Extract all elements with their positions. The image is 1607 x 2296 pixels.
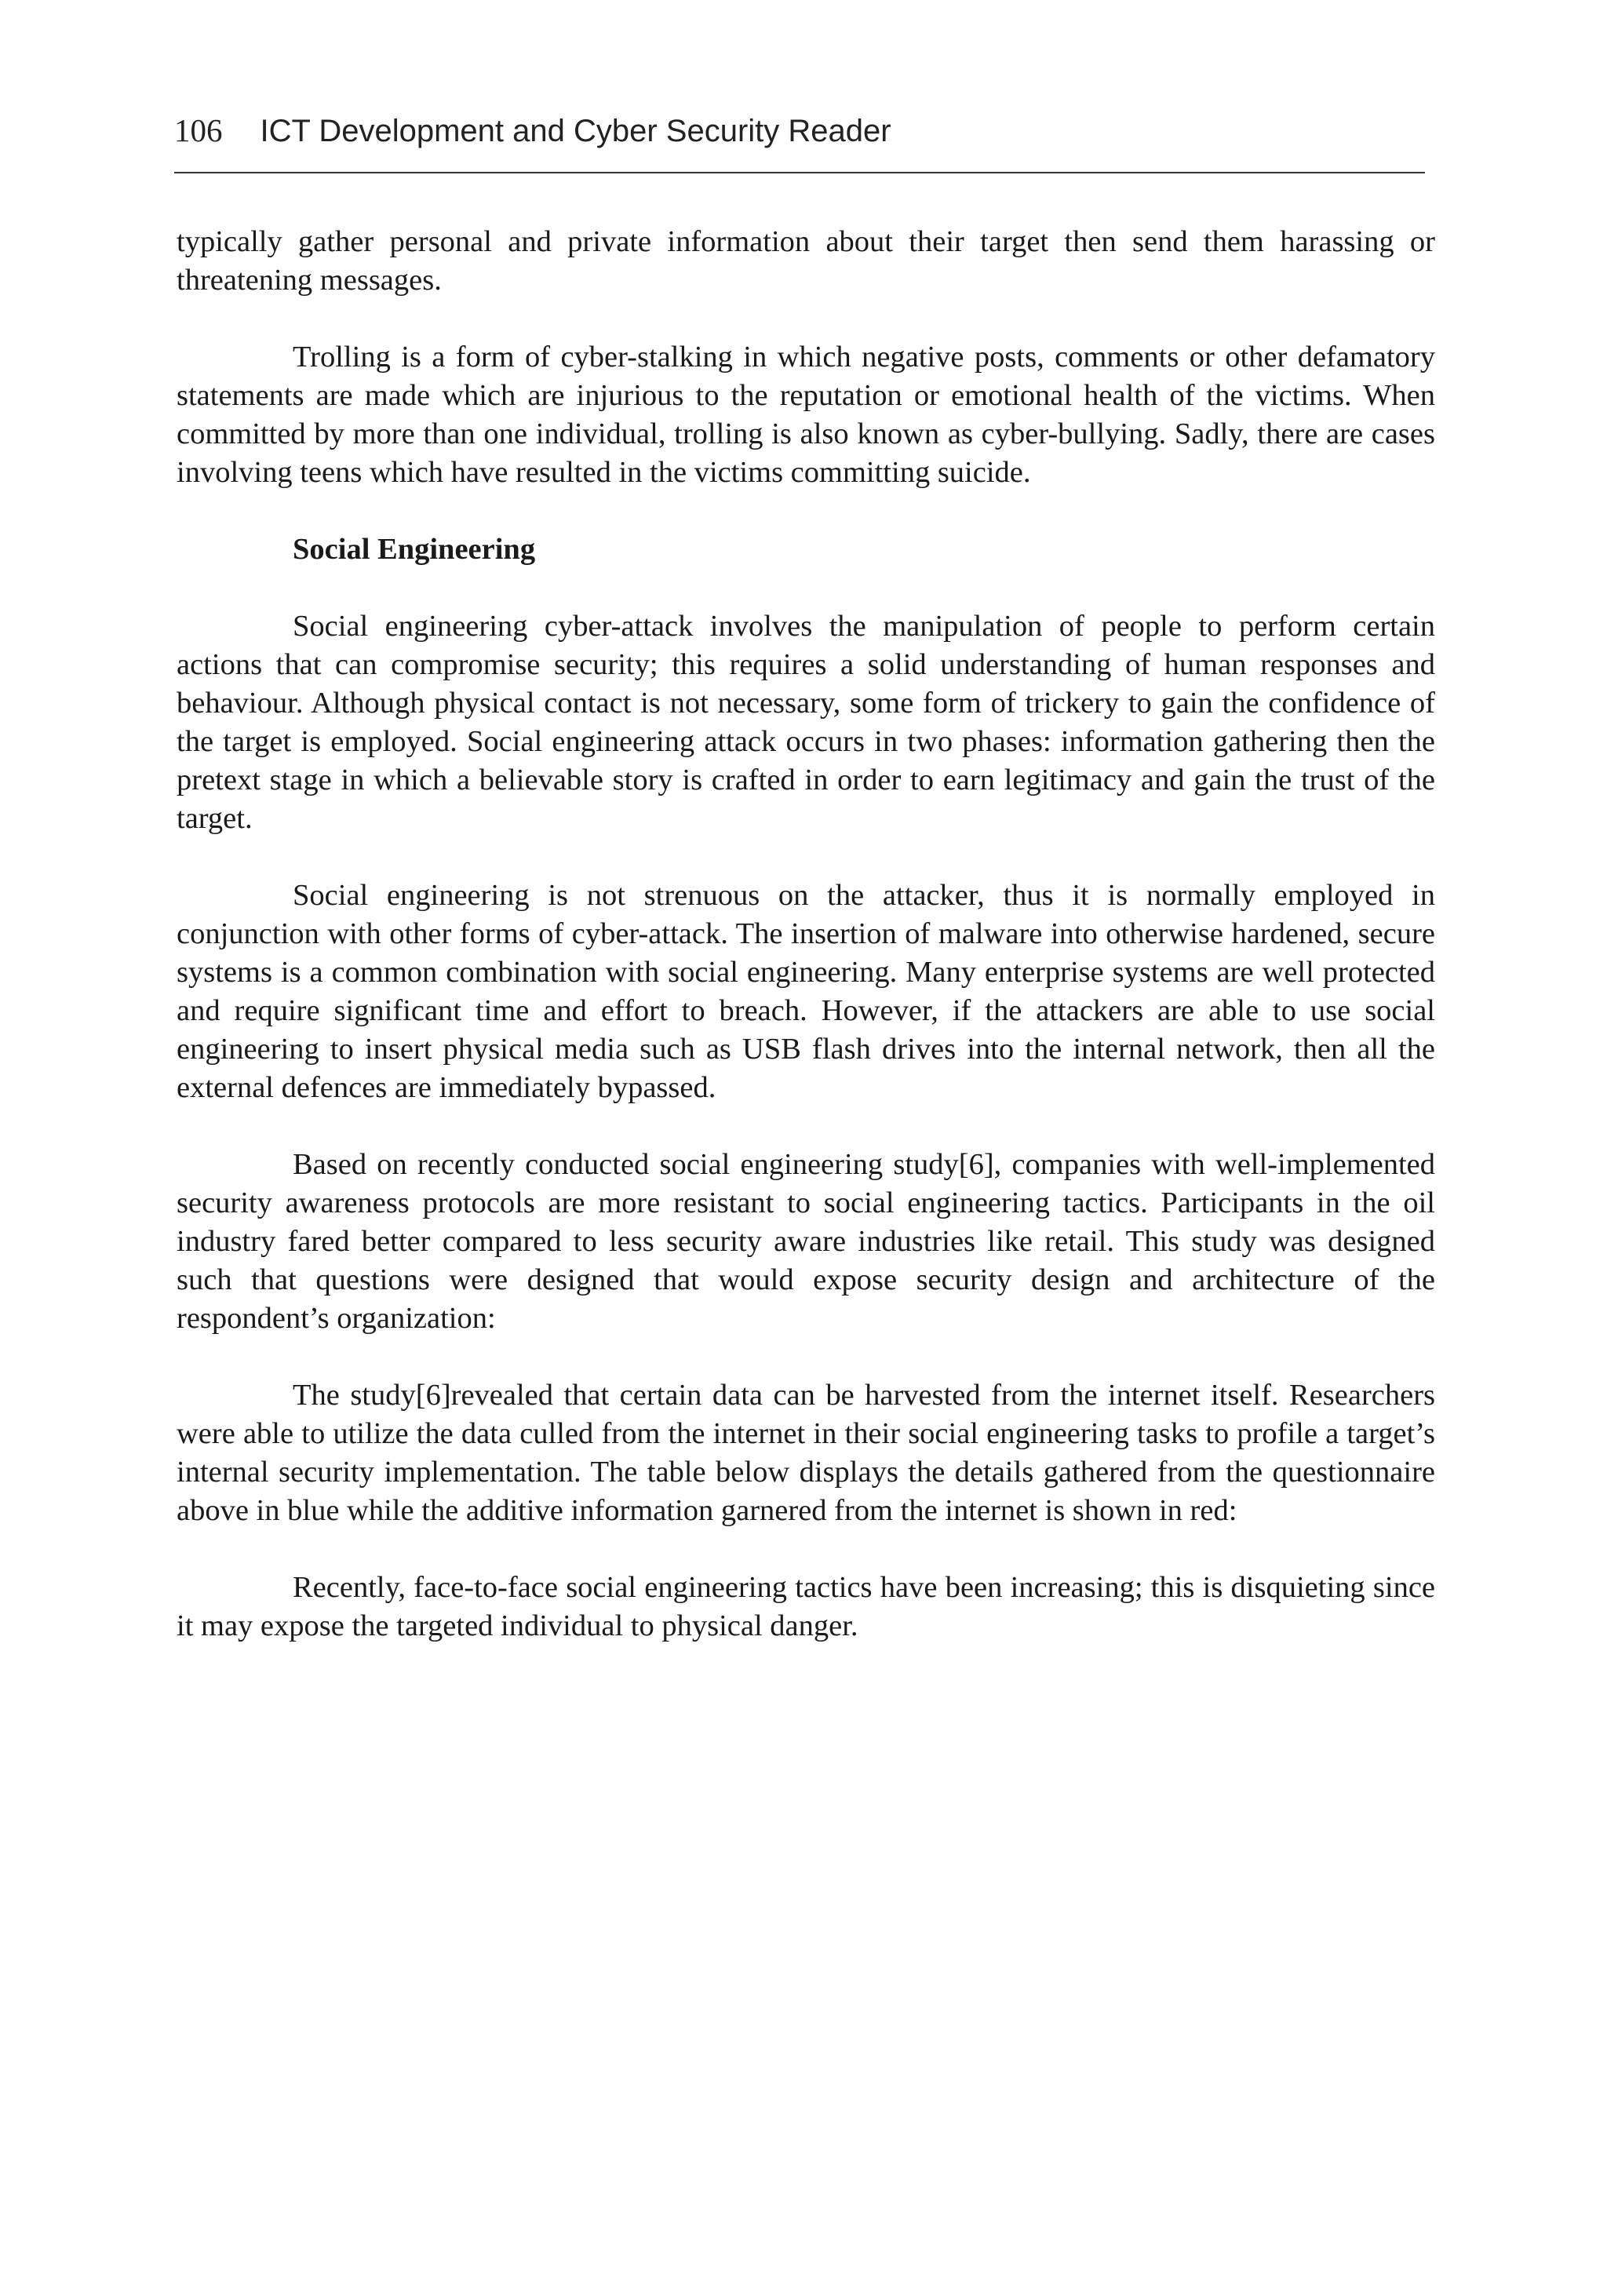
paragraph-face-to-face: Recently, face-to-face social engineering tactics have been increasing; this is disquieting since it may expose the targeted individual to physical danger. bbox=[177, 1571, 1435, 1642]
running-title: ICT Development and Cyber Security Reader bbox=[260, 114, 891, 148]
page-number: 106 bbox=[174, 112, 223, 148]
page-header bbox=[174, 111, 1425, 154]
section-heading: Social Engineering bbox=[293, 533, 536, 566]
header-divider bbox=[174, 172, 1425, 173]
paragraph-trolling: Trolling is a form of cyber-stalking in which negative posts, comments or other defamatory statements are made which are injurious to the reputation or emotional health of the victims. When committed by more than one individual, trolling is also known as cyber-bullying. Sadly, there are cases involving teens which have resulted in the victims committing suicide. bbox=[177, 341, 1435, 489]
body-text bbox=[177, 223, 1435, 1684]
paragraph-social-engineering-attacker: Social engineering is not strenuous on the attacker, thus it is normally employed in conjunction with other forms of cyber-attack. The insertion of malware into otherwise hardened, secure systems is a common combination with social engineering. Many enterprise systems are well protected and require significant time and effort to breach. However, if the attackers are able to use social engineering to insert physical media such as USB flash drives into the internal network, then all the external defences are immediately bypassed. bbox=[177, 879, 1435, 1104]
paragraph-study-findings: Based on recently conducted social engineering study[6], companies with well-implemented security awareness protocols are more resistant to social engineering tactics. Participants in the oil industry fared better compared to less security aware industries like retail. This study was designed such that questions were designed that would expose security design and architecture of the respondent’s organization: bbox=[177, 1148, 1435, 1335]
paragraph-continuation: typically gather personal and private information about their target then send them harassing or threatening messages. bbox=[177, 225, 1435, 297]
paragraph-social-engineering-definition: Social engineering cyber-attack involves the manipulation of people to perform certain actions that can compromise security; this requires a solid understanding of human responses and behaviour. Although physical contact is not necessary, some form of trickery to gain the confidence of the target is employed. Social engineering attack occurs in two phases: information gathering then the pretext stage in which a believable story is crafted in order to earn legitimacy and gain the trust of the target. bbox=[177, 610, 1435, 835]
paragraph-study-data: The study[6]revealed that certain data can be harvested from the internet itself. Researchers were able to utilize the data culled from the internet in their social engineering tasks to profile a target’s internal security implementation. The table below displays the details gathered from the questionnaire above in blue while the additive information garnered from the internet is shown in red: bbox=[177, 1379, 1435, 1527]
